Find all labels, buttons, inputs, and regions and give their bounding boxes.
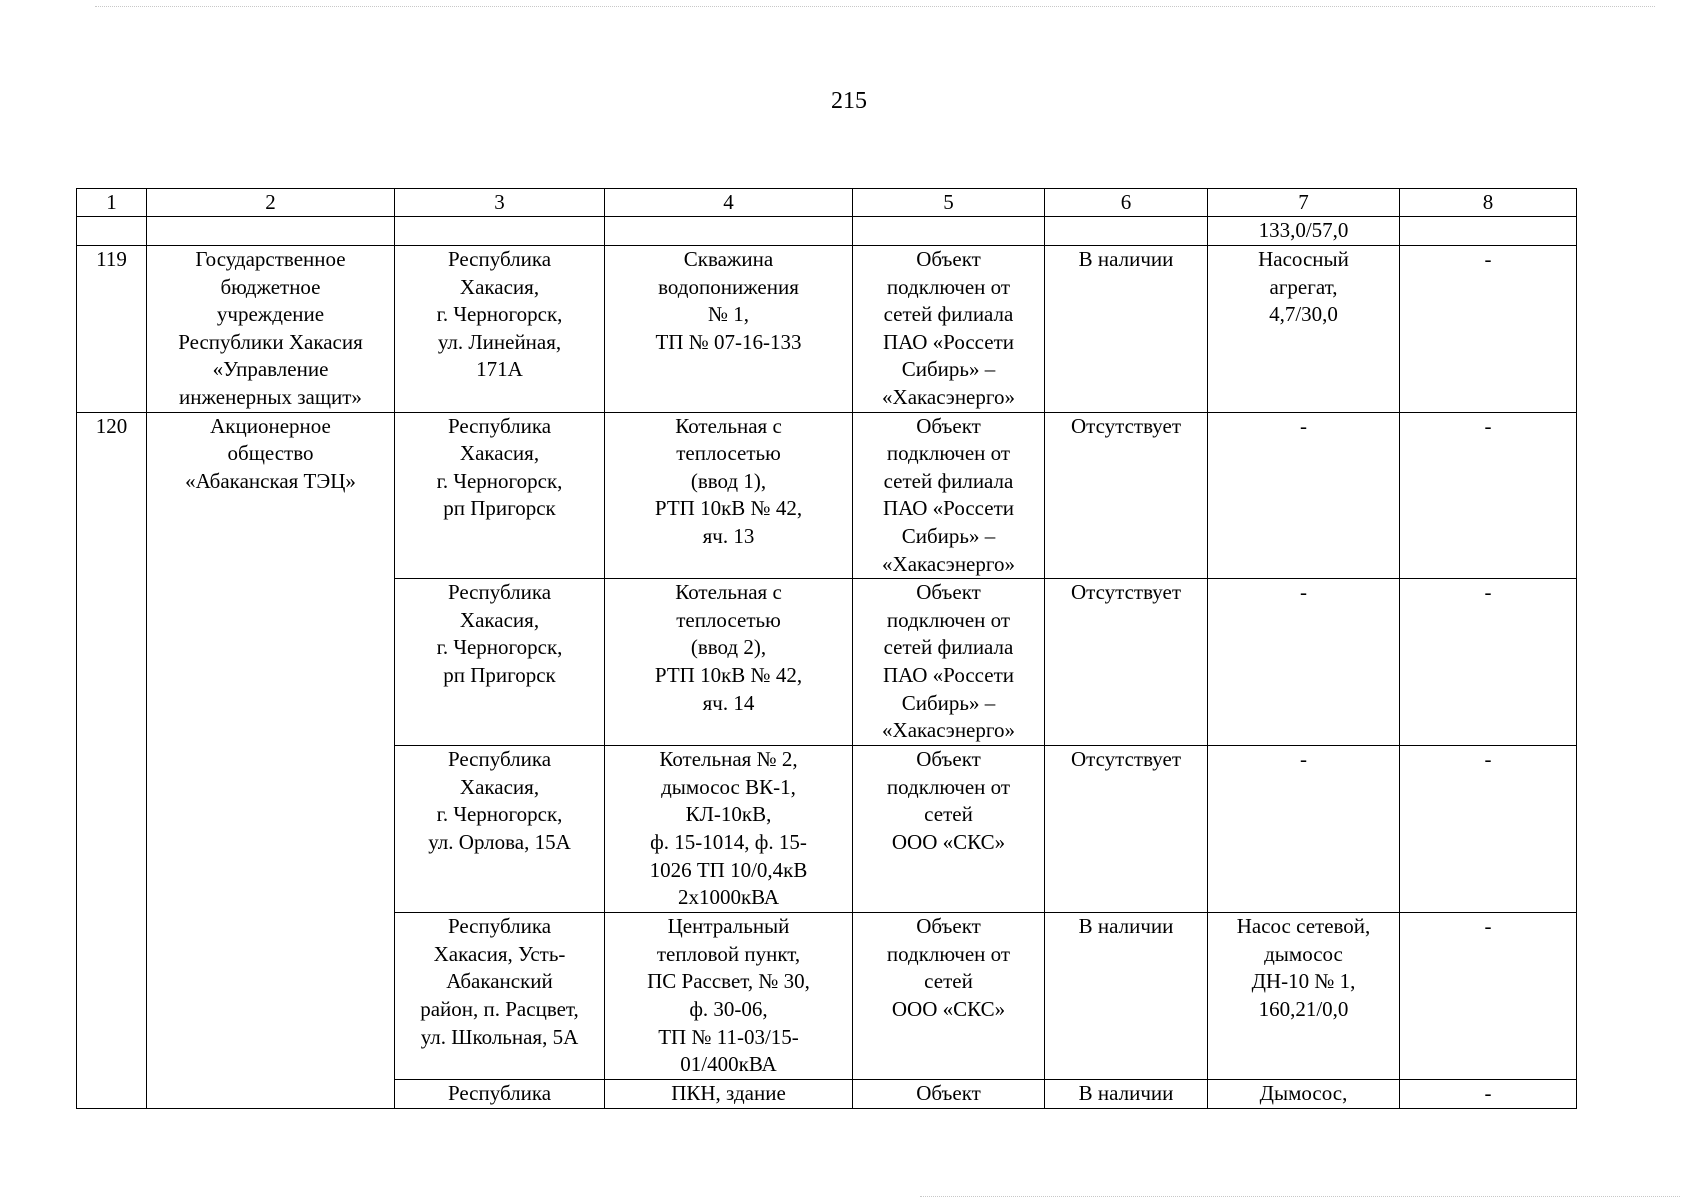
column-number-row [77,189,1577,217]
reserve-cell: Отсутствует [1045,746,1208,913]
connection-cell: Объект [853,1080,1045,1109]
organization-cell: Государственное бюджетное учреждение Республики Хакасия «Управление инженерных защит» [147,246,395,413]
column-number: 7 [1208,189,1400,217]
table-cell [395,217,605,246]
address-cell: Республика Хакасия, г. Черногорск, рп Пригорск [395,579,605,746]
col8-cell: - [1400,412,1577,579]
address-cell: Республика Хакасия, г. Черногорск, ул. Орлова, 15А [395,746,605,913]
equipment-cell: - [1208,746,1400,913]
reserve-cell: Отсутствует [1045,579,1208,746]
continuation-row [77,217,1577,246]
table-cell [1400,217,1577,246]
address-cell: Республика [395,1080,605,1109]
table-cell [1045,217,1208,246]
equipment-cell: Насос сетевой, дымосос ДН-10 № 1, 160,21/0,0 [1208,913,1400,1080]
reserve-cell: В наличии [1045,1080,1208,1109]
connection-cell: Объект подключен от сетей ООО «СКС» [853,913,1045,1080]
object-cell: Центральный тепловой пункт, ПС Рассвет, № 30, ф. 30-06, ТП № 11-03/15- 01/400кВА [605,913,853,1080]
data-table [76,188,1577,1109]
reserve-cell: Отсутствует [1045,412,1208,579]
address-cell: Республика Хакасия, г. Черногорск, ул. Линейная, 171А [395,246,605,413]
table-row [77,412,1577,579]
equipment-cell: 133,0/57,0 [1208,217,1400,246]
object-cell: Скважина водопонижения № 1, ТП № 07-16-133 [605,246,853,413]
equipment-cell: - [1208,412,1400,579]
connection-cell: Объект подключен от сетей филиала ПАО «Россети Сибирь» – «Хакасэнерго» [853,412,1045,579]
col8-cell: - [1400,913,1577,1080]
col8-cell: - [1400,746,1577,913]
column-number: 8 [1400,189,1577,217]
page-number: 215 [831,88,867,114]
object-cell: Котельная с теплосетью (ввод 1), РТП 10кВ № 42, яч. 13 [605,412,853,579]
column-number: 6 [1045,189,1208,217]
column-number: 5 [853,189,1045,217]
reserve-cell: В наличии [1045,246,1208,413]
connection-cell: Объект подключен от сетей филиала ПАО «Россети Сибирь» – «Хакасэнерго» [853,246,1045,413]
reserve-cell: В наличии [1045,913,1208,1080]
table-cell [605,217,853,246]
column-number: 2 [147,189,395,217]
object-cell: Котельная № 2, дымосос ВК-1, КЛ-10кВ, ф. 15-1014, ф. 15- 1026 ТП 10/0,4кВ 2х1000кВА [605,746,853,913]
connection-cell: Объект подключен от сетей филиала ПАО «Россети Сибирь» – «Хакасэнерго» [853,579,1045,746]
object-cell: Котельная с теплосетью (ввод 2), РТП 10кВ № 42, яч. 14 [605,579,853,746]
object-cell: ПКН, здание [605,1080,853,1109]
scan-bottom-edge [920,1196,1680,1197]
column-number: 3 [395,189,605,217]
col8-cell: - [1400,579,1577,746]
table-cell [853,217,1045,246]
column-number: 4 [605,189,853,217]
organization-cell: Акционерное общество «Абаканская ТЭЦ» [147,412,395,1109]
table-cell [147,217,395,246]
equipment-cell: Дымосос, [1208,1080,1400,1109]
row-number: 119 [77,246,147,413]
col8-cell: - [1400,1080,1577,1109]
row-number: 120 [77,412,147,1109]
address-cell: Республика Хакасия, г. Черногорск, рп Пригорск [395,412,605,579]
table-cell [77,217,147,246]
connection-cell: Объект подключен от сетей ООО «СКС» [853,746,1045,913]
equipment-cell: Насосный агрегат, 4,7/30,0 [1208,246,1400,413]
scan-top-edge [95,6,1655,7]
equipment-cell: - [1208,579,1400,746]
address-cell: Республика Хакасия, Усть- Абаканский район, п. Расцвет, ул. Школьная, 5А [395,913,605,1080]
col8-cell: - [1400,246,1577,413]
table-row [77,246,1577,413]
column-number: 1 [77,189,147,217]
